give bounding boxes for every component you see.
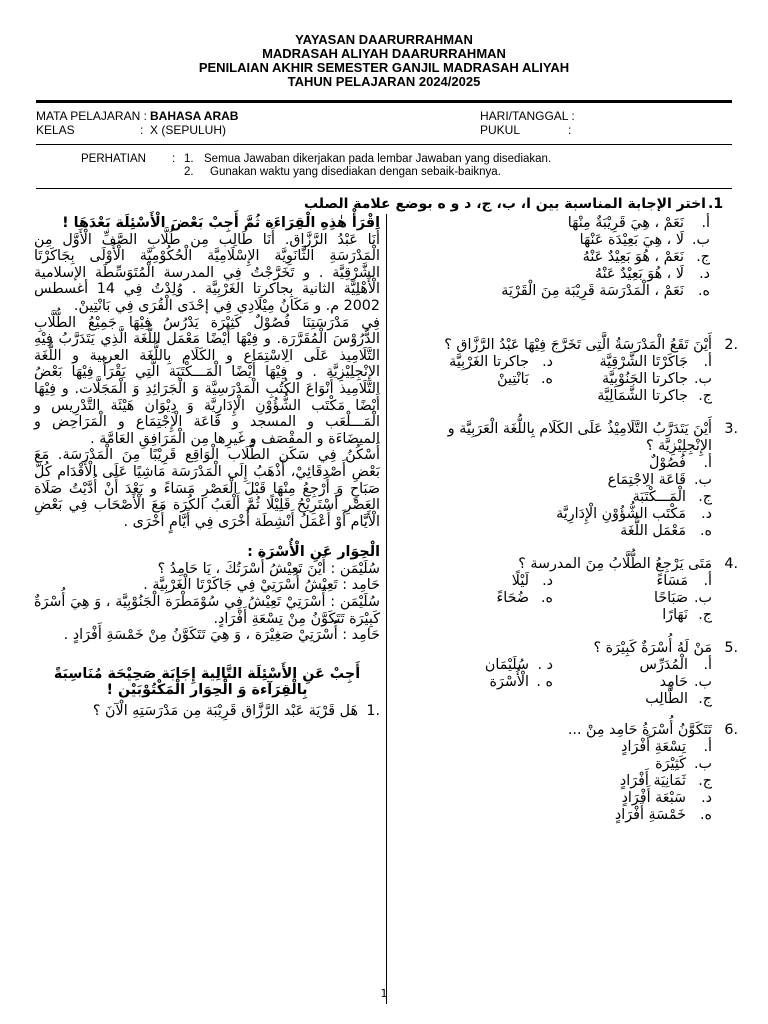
question-text: أَيْنَ تَقَعُ الْمَدْرَسَةُ الَّتِى تَخَرَّجَ فِيْهَا عَبْدُ الرَّزَّاق ؟	[444, 337, 712, 353]
option-a[interactable]: أ. الْمُدَرِّس	[639, 657, 712, 673]
notice-number-1: 1.	[184, 153, 194, 165]
header-divider	[36, 100, 732, 103]
time-label: PUKUL	[480, 123, 521, 137]
dialog-line-2: حَامِد : تَعِيْشُ أُسْرَتِيْ فِي جَاكَرْتَا الْغَرْبِيَّة .	[143, 577, 380, 594]
section-number: .1	[708, 196, 724, 212]
school-name: MADRASAH ALIYAH DAARURRAHMAN	[262, 46, 506, 61]
question-3	[400, 421, 738, 540]
option-a[interactable]: أ. فُصُوْلٌ	[648, 455, 712, 471]
option-e[interactable]: ه. نَعَمْ ، الْمَدْرَسَة قَرِيْبَة مِنَ الْقَرْيَة	[501, 283, 710, 299]
question-number: 6.	[724, 722, 738, 738]
page-number: 1	[380, 987, 388, 1000]
option-a[interactable]: أ. جَاكَرْتَا الشَّرْقِيَّة	[599, 354, 712, 370]
question-text: مَنْ لَهُ أُسْرَةٌ كَبِيْرَة ؟	[593, 640, 712, 656]
academic-year: TAHUN PELAJARAN 2024/2025	[287, 74, 481, 89]
column-divider	[386, 214, 387, 1004]
option-b[interactable]: ب. صَبَاحًا	[653, 590, 712, 606]
option-e[interactable]: ه. مَعْمَل اللُّغَة	[620, 523, 712, 539]
dialog-line-4: حَامِد : أُسْرَتِيْ صَغِيْرَة ، وَ هِيَ تَتَكَوَّنُ مِنْ خَمْسَةِ أَفْرَادٍ .	[63, 627, 380, 644]
reading-paragraph-2: فِي مَدْرَسَتِنَا فُصُوْلٌ كَثِيْرَة يَدْرُسُ فِيْهَا جَمِيْعُ الطُّلَّابِ الدُّرُوْسَ الْمُقَرَّرَة. و فِيْهَا أَيْضًا مَعْمَل اللُّغَة الَّذِي يَتَدَرَّبُ فِيْهِ التَّلَامِيذ عَلَى الِاسْتِمَاع و الكَلَام بِاللُّغَة العربية و اللُّغَة الإنْجِلِيْزِيَّة . و فِيْهَا أَيْضًا الْمَـــكْتَبَة الَّتِي يَقْرَأُ فِيْهَا بَعْضُ التَّلَامِيذ أَنْوَاعَ الكُتُبِ الْمَدْرَسِيَّة وَ الْجَرَائِدِ وَ الْمَجَلَّات. و فِيْهَا أَيْضًا مَكْتَب الشُّؤُوْنِ الْإِدَارِيَّة وَ دِيْوَان هَيْئَة التَّدْرِيس و الْمَـــلْعَب و المسجد و قَاعَة الْإِجْتِمَاع و الْمَرَاحِض و الميضَاءَة و المقْصَف و غَيرِها مِن الْمَرَافِقِ العَامَّة .	[34, 314, 380, 447]
option-c[interactable]: ج. جاكرتا الشَّمَالِيَّة	[597, 388, 712, 404]
school-header	[0, 33, 768, 89]
option-e[interactable]: ه . الْأُسْرَة	[489, 674, 553, 690]
class-value: X (SEPULUH)	[150, 123, 227, 137]
reading-paragraph-1: أَنَا عَبْدُ الرَّزَّاق. أَنَا طَالِب مِن طُلَّابِ الصَّفِّ الْأَوَّل مِن الْمَدْرَسَةِ الثَّانَوِيَّة الإِسْلَامِيَّة الْحُكُوْمِيَّة الْأُوْلَى بِجَاكَرْتَا الشَّرْقِيَّة . و تَخَرَّجْتُ فِي المدرسة الْمُتَوَسِّطَة الإسلامية الْأَهْلِيَّة الثانية بِجاكرتا الغَرْبِيَّة . وُلِدْتُ فِي 14 أغسطس 2002 م. و مَكَانُ مِيْلَادِي فِي إحْدَى الْقُرَى فِي بَانْتِينْ.	[34, 231, 380, 314]
question-4	[400, 556, 738, 624]
class-separator: :	[140, 123, 144, 137]
question-text: مَتَى يَرْجِعُ الطُّلَّابُ مِنَ المدرسة ؟	[518, 556, 712, 572]
exam-name: PENILAIAN AKHIR SEMESTER GANJIL MADRASAH ALIYAH	[198, 60, 570, 75]
option-e[interactable]: ه. خَمْسَةِ أَفْرَادٍ	[614, 807, 712, 823]
question-1-options	[400, 215, 730, 300]
notice-divider	[36, 188, 732, 189]
option-b[interactable]: ب. جاكرتا الجَنُوْبِيَّة	[602, 371, 712, 387]
option-d[interactable]: د. لَيْلًا	[511, 573, 553, 589]
reading-column	[34, 215, 380, 720]
question-text: أَيْنَ يَتَدَرَّبُ التَّلَامِيْذُ عَلَى الكَلَام بِاللُّغَة الْعَرَبِيَّة و الإِنْجِلِيْزِيَّة ؟	[447, 421, 712, 454]
option-c[interactable]: ج. ثَمَانِيَة أَفْرَادٍ	[619, 773, 712, 789]
option-d[interactable]: د. سَبْعَة أَفْرَادٍ	[621, 790, 712, 806]
questions-column	[400, 215, 738, 824]
essay-question-number: 1.	[366, 703, 380, 720]
class-label: KELAS	[36, 123, 75, 137]
option-a[interactable]: أ. تِسْعَةِ أَفْرَادٍ	[621, 739, 712, 755]
dialog-line-3: سُلَيْمَن : أُسْرَتِيْ تَعِيْشُ فِي سُوْمَطْرَة الْجَنُوْبِيَّة ، وَ هِيَ أُسْرَةٌ كَبِيْرَة تَتَكَوَّنُ مِنْ تِسْعَةِ أَفْرَادٍ.	[34, 594, 380, 627]
notice-label: PERHATIAN	[81, 153, 146, 165]
option-b[interactable]: ب. حَامِد	[659, 674, 712, 690]
option-d[interactable]: د. مَكْتَب الشُّؤُوْنِ الْإِدَارِيَّة	[556, 506, 712, 522]
option-c[interactable]: ج. نَعَمْ ، هُوَ بَعِيْدٌ عَنْهُ	[582, 249, 710, 265]
option-a[interactable]: أ. نَعَمْ ، هِيَ قَرِيْبَةٌ مِنْهَا	[567, 215, 710, 231]
option-b[interactable]: ب. لَا ، هِيَ بَعِيْدَة عَنْهَا	[579, 232, 710, 248]
notice-separator: :	[172, 153, 176, 165]
option-c[interactable]: ج. نَهَارًا	[662, 607, 712, 623]
option-d[interactable]: د. لَا ، هُوَ بَعِيْدٌ عَنْهُ	[594, 266, 710, 282]
question-text: تَتَكَوَّنُ أُسْرَةُ حَامِد مِنْ ...	[567, 722, 712, 738]
info-divider	[36, 144, 732, 145]
option-a[interactable]: أ. مَسَاءً	[656, 573, 712, 589]
dialog-title: الْحِوَار عَنِ الْأُسْرَة :	[247, 544, 380, 561]
option-b[interactable]: ب. كَثِيْرَة	[655, 756, 712, 772]
option-c[interactable]: ج. الْمَـــكْتَبَة	[632, 489, 712, 505]
essay-question-text: هَل قَرْيَة عَبْد الرَّزَّاق قَرِيْبَة مِن مَدْرَسَتِهِ الْآنَ ؟	[92, 703, 358, 720]
option-d[interactable]: د . سُلَيْمَان	[484, 657, 553, 673]
date-label: HARI/TANGGAL :	[480, 109, 575, 123]
option-c[interactable]: ج. الطَّالِب	[645, 691, 712, 707]
section-instruction: اختر الإجابة المناسبة بين ا، ب، ج، د و ه بوضع علامة الصلب	[303, 196, 706, 212]
option-d[interactable]: د. جاكرتا الغَرْبِيَّة	[449, 354, 553, 370]
notice-item-1: Semua Jawaban dikerjakan pada lembar Jawaban yang disediakan.	[204, 153, 552, 165]
reading-title: اِقْرَأْ هٰذِهِ الْقِرَاءَة ثُمَّ أَجِبْ بَعْضَ الْأَسْئِلَة بَعْدَهَا !	[62, 215, 380, 231]
subject-value: BAHASA ARAB	[150, 109, 239, 123]
subject-label: MATA PELAJARAN :	[36, 109, 147, 123]
notice-item-2: Gunakan waktu yang disediakan dengan sebaik-baiknya.	[210, 166, 501, 178]
task-title: أَجِبْ عَنِ الأَسْئِلَة التَّالِية إِجَابَة صَحِيْحَة مُنَاسِبَةً بِالْقِرَآءة وَ الْحِوَار الْمَكْتُوْبَيْن !	[53, 665, 361, 699]
time-separator: :	[568, 123, 572, 137]
question-number: 5.	[724, 640, 738, 656]
reading-paragraph-3: أَسْكُنُ فِي سَكَن الطُّلَاب الْوَاقِع قَرِيْبًا مِنَ الْمَدْرَسَة. مَعَ بَعْضِ أَصْدِقَائِيْ، أَذْهَبُ إِلَى الْمَدْرَسَة مَاشِيًا عَلَى الْأَقْدَام كُلَّ صَبَاحٍ وَ أَرْجِعُ مِنْهَا قَبْلَ الْعَصْرِ مَسَاءً و بَعْدَ أَنْ أُدَّيْتُ صَلَاة العَصْرِ أَسْتَرِيْحُ قَلِيْلًا ثُمَّ أَلْعَبُ الكُرَة مَعَ الْأَصْحَاب فِي بَعْضِ الْأَيَّام أَوْ أَعْمَلُ أَنْشِطَة أُخْرَى فِي أَيَّامٍ أُخْرَى .	[34, 447, 380, 530]
option-b[interactable]: ب. قَاعَة الِاجْتِمَاع	[607, 472, 712, 488]
foundation-name: YAYASAN DAARURRAHMAN	[295, 32, 473, 47]
option-e[interactable]: ه. بَانْتِينْ	[497, 371, 553, 387]
option-e[interactable]: ه. ضُحَاءً	[496, 590, 553, 606]
essay-question-1	[34, 703, 380, 720]
question-2	[400, 337, 738, 405]
dialog-line-1: سُلَيْمَن : أَيْنَ تَعِيْشُ أُسْرَتُكَ ، يَا حَامِدُ ؟	[157, 560, 380, 577]
question-5	[400, 640, 738, 708]
question-6	[400, 722, 738, 824]
question-number: 4.	[724, 556, 738, 572]
question-number: 3.	[724, 421, 738, 437]
notice-number-2: 2.	[184, 166, 194, 178]
question-number: 2.	[724, 337, 738, 353]
